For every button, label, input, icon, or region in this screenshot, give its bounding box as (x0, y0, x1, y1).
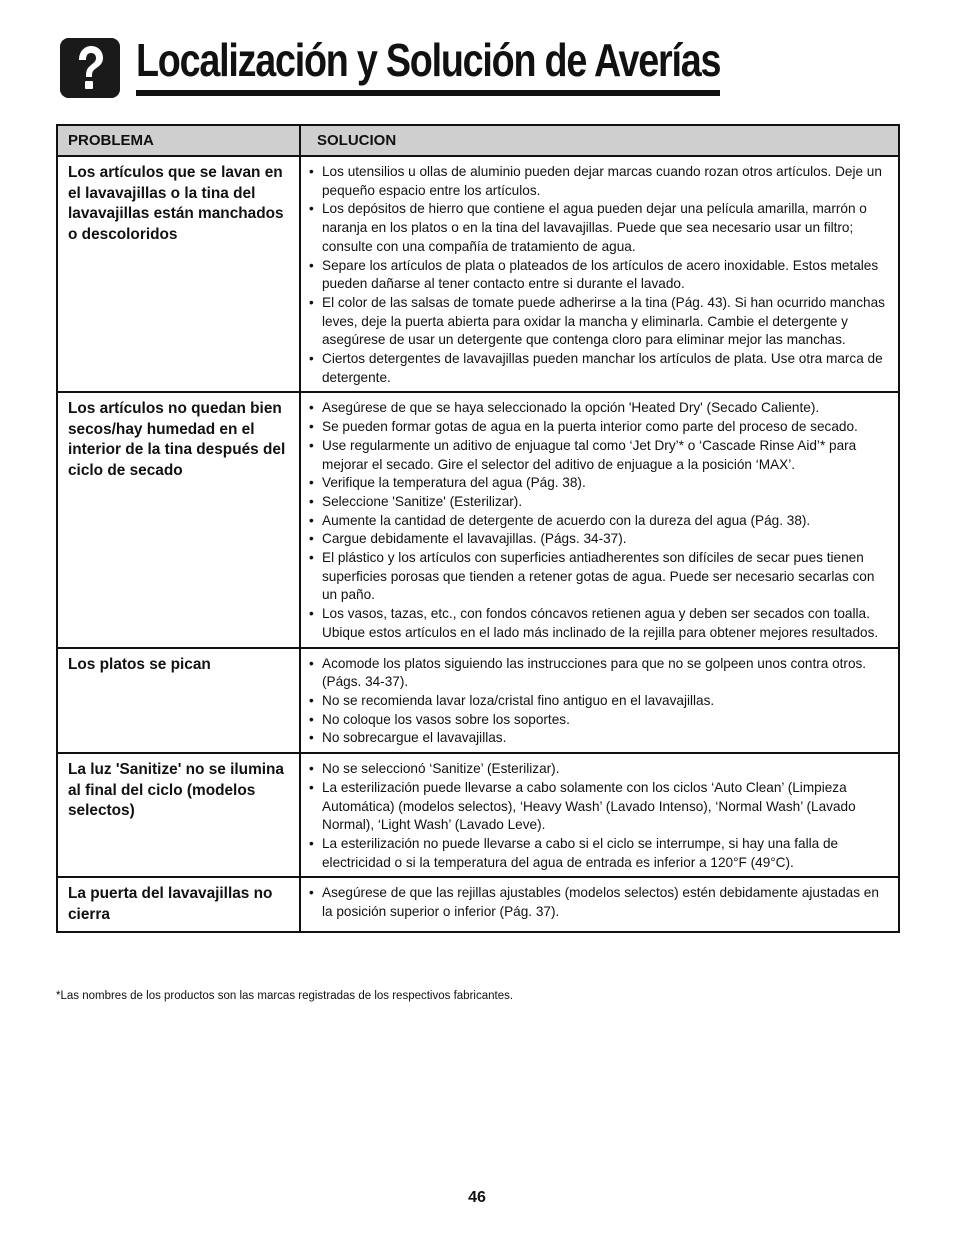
page-title: Localización y Solución de Averías (136, 34, 721, 86)
solution-item (309, 530, 892, 549)
solution-text: La esterilización puede llevarse a cabo solamente con los ciclos ‘Auto Clean’ (Limpieza Automática) (modelos selectos), ‘Heavy Wash’ (Lavado Intenso), ‘Normal Wash’ (Lavado Normal), ‘Light Wash’ (Lavado Leve). (322, 779, 856, 833)
solution-item (309, 884, 892, 921)
solution-text: Los utensilios u ollas de aluminio pueden dejar marcas cuando rozan otros artículos. Deje un pequeño espacio entre los artículos. (322, 164, 882, 198)
solution-cell (300, 753, 899, 877)
table-row (57, 648, 899, 754)
solution-item (309, 655, 892, 692)
solution-list (309, 760, 892, 872)
solution-text: Asegúrese de que se haya seleccionado la opción 'Heated Dry' (Secado Caliente). (322, 400, 820, 416)
solution-text: El plástico y los artículos con superficies antiadherentes son difíciles de secar pues tienen superficies porosas que tienden a retener gotas de agua. Puede ser necesario secarlas con un paño. (322, 550, 875, 603)
solution-cell (300, 648, 899, 754)
solution-text: Ciertos detergentes de lavavajillas pueden manchar los artículos de plata. Use otra marca de detergente. (322, 351, 883, 385)
title-underline (136, 90, 720, 96)
solution-text: No sobrecargue el lavavajillas. (322, 730, 507, 746)
bullet-icon: • (309, 885, 314, 901)
bullet-icon: • (309, 351, 314, 367)
solution-cell (300, 392, 899, 647)
solution-text: Seleccione 'Sanitize' (Esterilizar). (322, 493, 523, 509)
bullet-icon: • (309, 655, 314, 671)
solution-text: Los depósitos de hierro que contiene el agua pueden dejar una película amarilla, marrón o naranja en los platos o en la tina del lavavajillas. Puede que sea necesario usar un filtro; consulte con una compañía de tratamiento de agua. (322, 201, 867, 254)
bullet-icon: • (309, 201, 314, 217)
bullet-icon: • (309, 835, 314, 851)
problem-cell: La puerta del lavavajillas no cierra (57, 877, 300, 932)
bullet-icon: • (309, 164, 314, 179)
solution-item (309, 729, 892, 748)
solution-item (309, 399, 892, 418)
solution-item (309, 711, 892, 730)
solution-item (309, 835, 892, 872)
troubleshooting-table (56, 124, 900, 933)
bullet-icon: • (309, 606, 314, 622)
solution-item (309, 605, 892, 642)
table-row (57, 877, 899, 932)
solution-item (309, 350, 892, 387)
bullet-icon: • (309, 257, 314, 273)
solution-item (309, 437, 892, 474)
solution-item (309, 760, 892, 779)
solution-text: El color de las salsas de tomate puede adherirse a la tina (Pág. 43). Si han ocurrido manchas leves, deje la puerta abierta para oxidar la mancha y eliminarla. Cambie el detergente y asegúrese de usar un detergente que contenga cloro para eliminar mejor las manchas. (322, 294, 885, 348)
problem-cell: Los artículos no quedan bien secos/hay humedad en el interior de la tina después del ciclo de secado (57, 392, 300, 647)
bullet-icon: • (309, 779, 314, 795)
solution-text: La esterilización no puede llevarse a cabo si el ciclo se interrumpe, si hay una falla de electricidad o si la temperatura del agua de entrada es inferior a 120°F (49°C). (322, 835, 839, 870)
solution-text: Acomode los platos siguiendo las instrucciones para que no se golpeen unos contra otros. (Págs. 34-37). (322, 655, 867, 690)
solution-text: Separe los artículos de plata o plateados de los artículos de acero inoxidable. Estos metales pueden dañarse al tener contacto entre si durante el lavado. (322, 257, 879, 292)
solution-item (309, 493, 892, 512)
bullet-icon: • (309, 711, 314, 727)
solution-item (309, 512, 892, 531)
solution-list (309, 163, 892, 387)
solution-text: Los vasos, tazas, etc., con fondos cóncavos retienen agua y deben ser secados con toalla. Ubique estos artículos en el lado más inclinado de la rejilla para obtener mejores resultados. (322, 606, 879, 640)
solution-item (309, 549, 892, 605)
solution-item (309, 294, 892, 350)
solution-list (309, 655, 892, 749)
bullet-icon: • (309, 692, 314, 708)
solution-text: No se seleccionó ‘Sanitize’ (Esterilizar). (322, 761, 560, 777)
solution-cell (300, 877, 899, 932)
solution-text: No se recomienda lavar loza/cristal fino antiguo en el lavavajillas. (322, 692, 715, 708)
bullet-icon: • (309, 550, 314, 566)
bullet-icon: • (309, 419, 314, 435)
table-row (57, 392, 899, 647)
solution-text: Verifique la temperatura del agua (Pág. 38). (322, 475, 586, 491)
footnote: *Las nombres de los productos son las marcas registradas de los respectivos fabricantes. (56, 990, 514, 1002)
bullet-icon: • (309, 437, 314, 453)
solution-text: No coloque los vasos sobre los soportes. (322, 711, 570, 727)
solution-text: Cargue debidamente el lavavajillas. (Págs. 34-37). (322, 531, 627, 547)
solution-column-header: SOLUCION (300, 125, 899, 156)
bullet-icon: • (309, 531, 314, 547)
solution-list (309, 399, 892, 642)
problem-cell: Los artículos que se lavan en el lavavajillas o la tina del lavavajillas están manchados o descoloridos (57, 156, 300, 392)
solution-item (309, 692, 892, 711)
solution-text: Use regularmente un aditivo de enjuague tal como ‘Jet Dry’* o ‘Cascade Rinse Aid’* para mejorar el secado. Gire el selector del aditivo de enjuague a la posición ‘MAX’. (322, 437, 857, 472)
solution-text: Aumente la cantidad de detergente de acuerdo con la dureza del agua (Pág. 38). (322, 512, 811, 528)
solution-cell (300, 156, 899, 392)
solution-list (309, 884, 892, 921)
question-mark-icon (60, 38, 120, 98)
bullet-icon: • (309, 475, 314, 491)
problem-cell: La luz 'Sanitize' no se ilumina al final del ciclo (modelos selectos) (57, 753, 300, 877)
table-body (57, 156, 899, 932)
problem-column-header: PROBLEMA (57, 125, 300, 156)
solution-item (309, 200, 892, 256)
solution-text: Asegúrese de que las rejillas ajustables (modelos selectos) estén debidamente ajustadas en la posición superior o inferior (Pág. 37). (322, 885, 879, 920)
solution-text: Se pueden formar gotas de agua en la puerta interior como parte del proceso de secado. (322, 419, 858, 435)
bullet-icon: • (309, 294, 314, 310)
solution-item (309, 474, 892, 493)
table-row (57, 753, 899, 877)
page-number: 46 (468, 1189, 486, 1206)
page-header (58, 36, 722, 100)
solution-item (309, 163, 892, 200)
solution-item (309, 257, 892, 294)
problem-cell: Los platos se pican (57, 648, 300, 754)
solution-item (309, 418, 892, 437)
bullet-icon: • (309, 512, 314, 528)
bullet-icon: • (309, 730, 314, 746)
table-row (57, 156, 899, 392)
solution-item (309, 779, 892, 835)
bullet-icon: • (309, 400, 314, 416)
table-header-row (57, 125, 899, 156)
bullet-icon: • (309, 493, 314, 509)
bullet-icon: • (309, 761, 314, 777)
